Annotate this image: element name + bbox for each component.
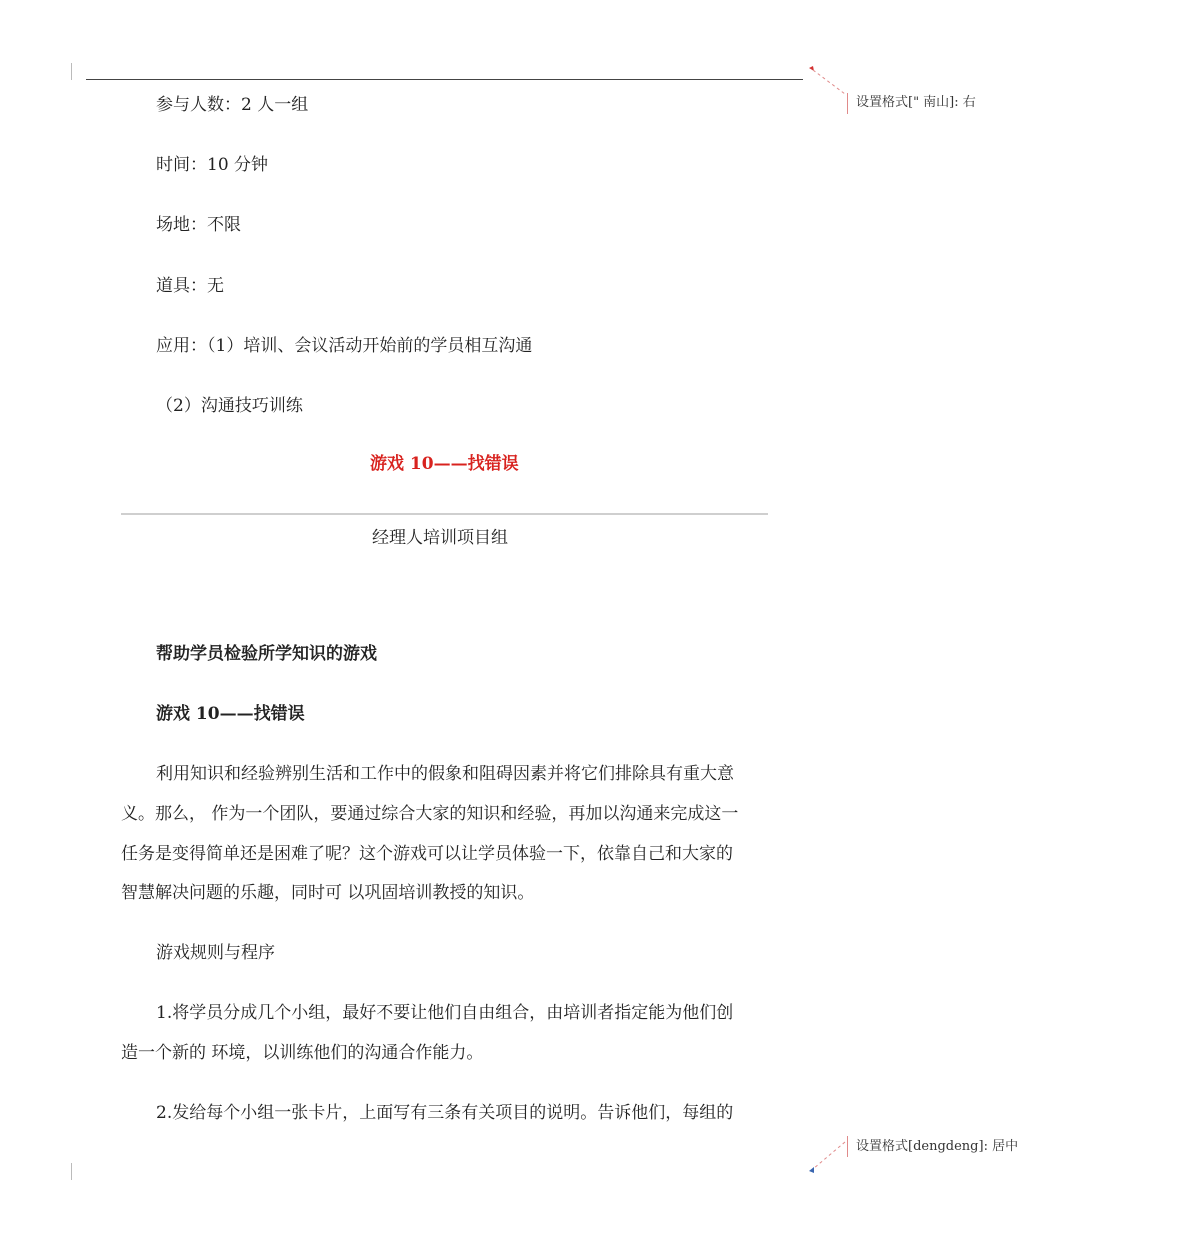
rules-heading: 游戏规则与程序 (156, 943, 275, 963)
comment-leader-bottom (803, 1138, 863, 1178)
group-name: 经理人培训项目组 (372, 528, 508, 548)
paragraph-line: 利用知识和经验辨别生活和工作中的假象和阻碍因素并将它们排除具有重大意 (156, 764, 734, 784)
format-comment-bottom[interactable]: 设置格式[dengdeng]: 居中 (856, 1139, 1019, 1154)
crop-mark-top-left (71, 63, 72, 80)
comment-bar-top (847, 93, 848, 114)
comment-leader-top (803, 62, 863, 102)
paragraph-line: 义。那么， 作为一个团队，要通过综合大家的知识和经验，再加以沟通来完成这一 (121, 804, 739, 824)
rule-line: 1.将学员分成几个小组，最好不要让他们自由组合，由培训者指定能为他们创 (156, 1003, 734, 1023)
application-line: 应用：（1）培训、会议活动开始前的学员相互沟通 (156, 336, 533, 356)
paragraph-line: 任务是变得简单还是困难了呢？这个游戏可以让学员体验一下，依靠自己和大家的 (121, 844, 733, 864)
crop-mark-bottom-left (71, 1163, 72, 1180)
time-line: 时间：10 分钟 (156, 155, 269, 175)
game-title: 游戏 10——找错误 (156, 704, 305, 724)
rule-line: 2.发给每个小组一张卡片，上面写有三条有关项目的说明。告诉他们，每组的 (156, 1103, 734, 1123)
red-game-title: 游戏 10——找错误 (370, 454, 519, 474)
header-rule (86, 79, 803, 80)
paragraph-line: 智慧解决问题的乐趣，同时可 以巩固培训教授的知识。 (121, 883, 535, 903)
rule-line: 造一个新的 环境，以训练他们的沟通合作能力。 (121, 1043, 484, 1063)
props-line: 道具：无 (156, 276, 224, 296)
format-comment-top[interactable]: 设置格式[" 南山]: 右 (856, 95, 976, 110)
section-heading: 帮助学员检验所学知识的游戏 (156, 644, 377, 664)
venue-line: 场地：不限 (156, 215, 241, 235)
section-divider (121, 513, 768, 515)
application-line-2: （2）沟通技巧训练 (156, 396, 303, 416)
participants-line: 参与人数：2 人一组 (156, 95, 309, 115)
